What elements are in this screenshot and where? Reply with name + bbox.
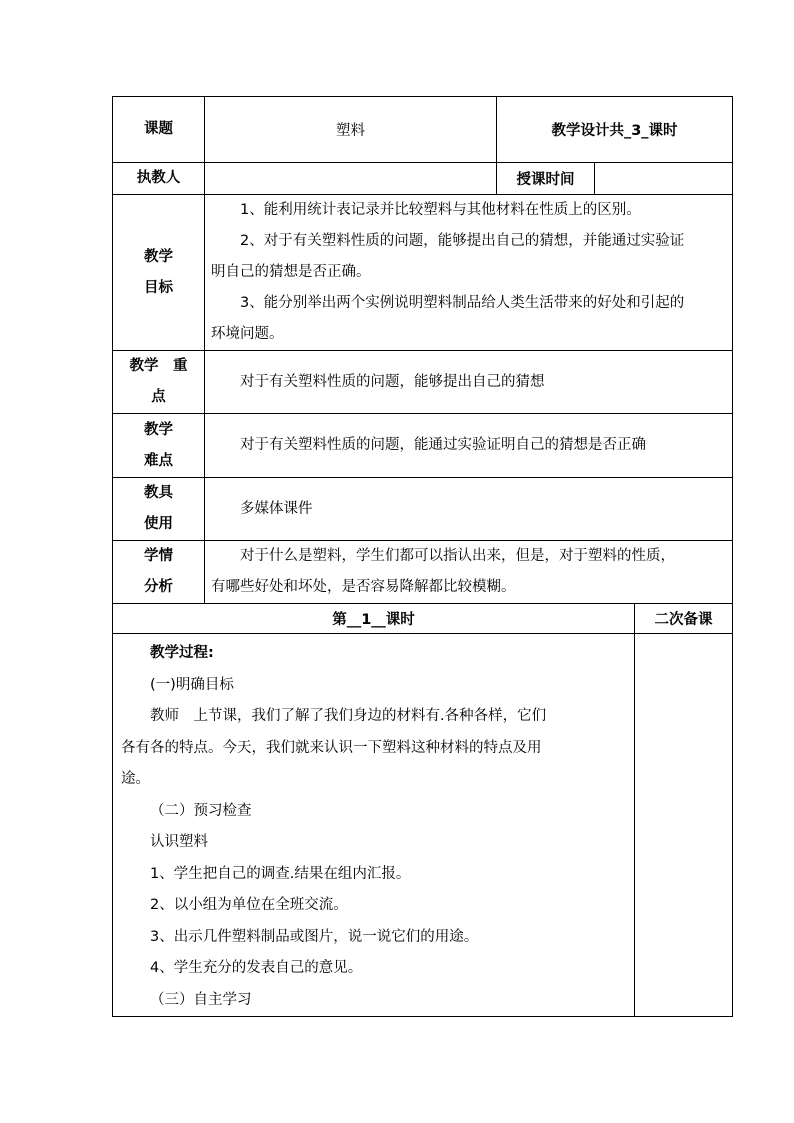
goal-item: 2、对于有关塑料性质的问题，能够提出自己的猜想，并能通过实验证 (240, 233, 685, 249)
analysis-line2: 有哪些好处和坏处，是否容易降解都比较模糊。 (211, 579, 516, 595)
row-lesson-header (113, 604, 733, 634)
goal-item: 环境问题。 (211, 326, 284, 342)
process-section-3: （三）自主学习 (150, 991, 252, 1008)
goals-label-line2: 目标 (144, 279, 173, 296)
key-points-label-line2: 点 (151, 389, 166, 405)
row-difficulty (113, 414, 733, 478)
process-teacher-line-1: 教师 上节课，我们了解了我们身边的材料有.各种各样，它们 (150, 708, 547, 724)
row-goals (113, 195, 733, 351)
tools-label (113, 478, 205, 541)
row-tools (113, 478, 733, 541)
difficulty-label-line1: 教学 (144, 421, 173, 438)
row-teacher (113, 163, 733, 195)
goals-content (205, 195, 733, 351)
title-label: 课题 (113, 97, 205, 163)
process-content (113, 634, 635, 1017)
goals-label-line1: 教学 (144, 248, 173, 265)
key-points-label-line1: 教学 重 (129, 358, 188, 374)
process-step-2: 2、以小组为单位在全班交流。 (150, 897, 348, 913)
class-time-value (595, 163, 733, 195)
second-prep-label: 二次备课 (635, 604, 733, 634)
row-key-points (113, 351, 733, 414)
goals-label (113, 195, 205, 351)
row-title (113, 97, 733, 163)
goal-item: 明自己的猜想是否正确。 (211, 264, 371, 280)
second-prep-content (635, 634, 733, 1017)
analysis-content (205, 541, 733, 604)
difficulty-label-line2: 难点 (144, 452, 173, 469)
process-section-2: （二）预习检查 (150, 802, 252, 819)
process-step-3: 3、出示几件塑料制品或图片，说一说它们的用途。 (150, 928, 479, 945)
process-teacher-line-3: 途。 (121, 771, 150, 787)
analysis-label-line1: 学情 (144, 548, 173, 564)
process-step-4: 4、学生充分的发表自己的意见。 (150, 960, 363, 976)
difficulty-label (113, 414, 205, 478)
analysis-line1: 对于什么是塑料，学生们都可以指认出来，但是，对于塑料的性质， (240, 548, 675, 564)
lesson-plan-table (112, 96, 733, 1017)
process-step-1: 1、学生把自己的调查.结果在组内汇报。 (150, 865, 411, 882)
title-value: 塑料 (205, 97, 497, 163)
process-heading: 教学过程: (150, 645, 214, 661)
difficulty-content (205, 414, 733, 478)
class-time-label: 授课时间 (497, 163, 595, 195)
tools-label-line1: 教具 (144, 485, 173, 501)
process-teacher-line-2: 各有各的特点。今天，我们就来认识一下塑料这种材料的特点及用 (121, 739, 542, 756)
key-points-label (113, 351, 205, 414)
tools-label-line2: 使用 (144, 516, 173, 532)
row-analysis (113, 541, 733, 604)
key-points-content (205, 351, 733, 414)
teacher-value (205, 163, 497, 195)
design-total: 教学设计共_3_课时 (497, 97, 733, 163)
row-process (113, 634, 733, 1017)
tools-text: 多媒体课件 (240, 500, 313, 517)
goal-item: 1、能利用统计表记录并比较塑料与其他材料在性质上的区别。 (240, 202, 641, 218)
key-points-text: 对于有关塑料性质的问题，能够提出自己的猜想 (240, 373, 545, 390)
process-subheading: 认识塑料 (150, 834, 208, 850)
tools-content (205, 478, 733, 541)
goal-item: 3、能分别举出两个实例说明塑料制品给人类生活带来的好处和引起的 (240, 295, 685, 311)
analysis-label (113, 541, 205, 604)
lesson-number: 第__1__课时 (113, 604, 635, 634)
difficulty-text: 对于有关塑料性质的问题，能通过实验证明自己的猜想是否正确 (240, 437, 646, 453)
analysis-label-line2: 分析 (144, 579, 173, 595)
process-section-1: (一)明确目标 (150, 676, 234, 693)
teacher-label: 执教人 (113, 163, 205, 195)
